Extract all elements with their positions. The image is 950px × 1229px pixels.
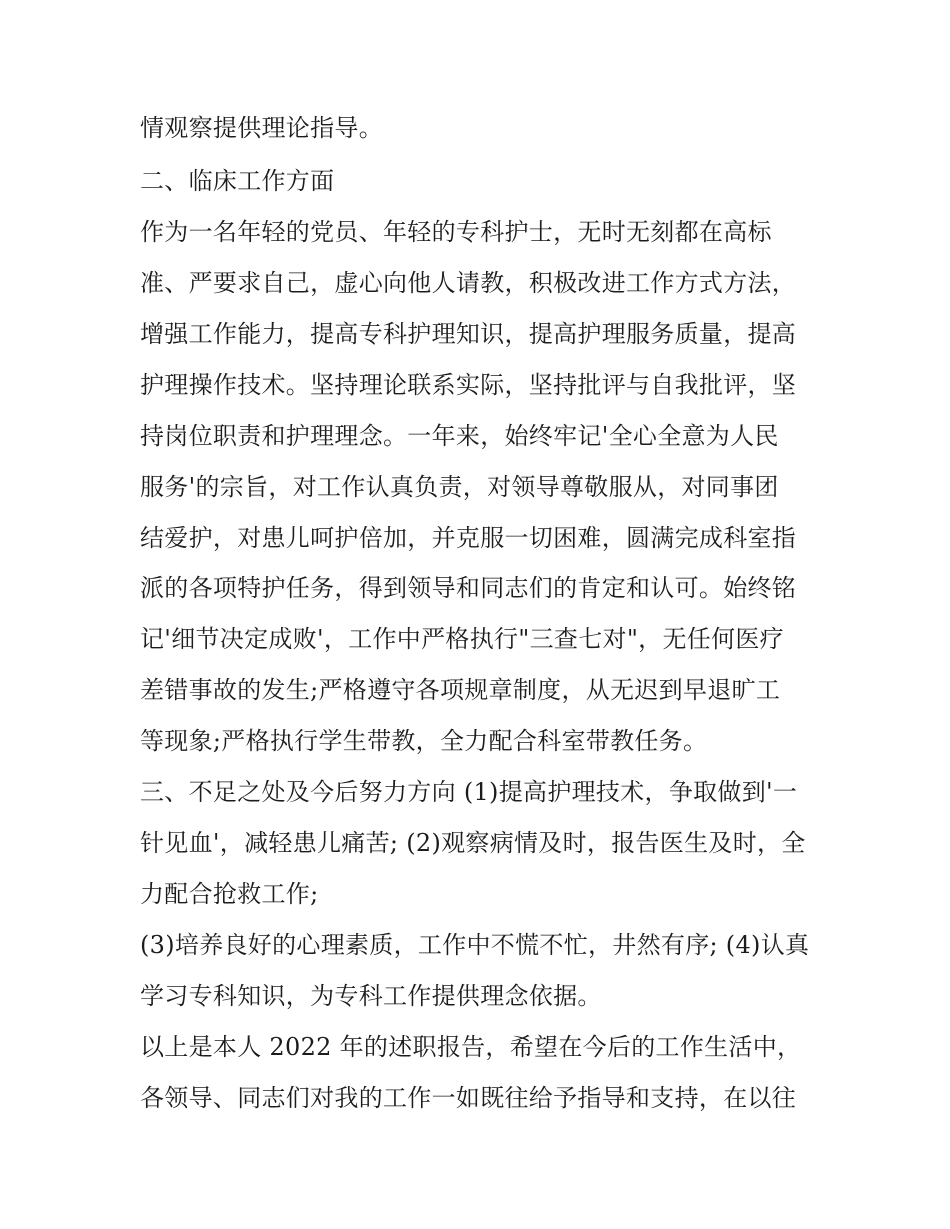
text-line: 各领导、同志们对我的工作一如既往给予指导和支持，在以往 [140, 1084, 797, 1112]
section-heading: 三、不足之处及今后努力方向 (1)提高护理技术，争取做到'一 [140, 778, 798, 806]
text-line: 增强工作能力，提高专科护理知识，提高护理服务质量，提高 [140, 320, 797, 348]
text-line: 情观察提供理论指导。 [140, 114, 383, 142]
text-line: 持岗位职责和护理理念。一年来，始终牢记'全心全意为人民 [140, 422, 779, 450]
text-line: 学习专科知识，为专科工作提供理念依据。 [140, 982, 602, 1010]
text-line: 服务'的宗旨，对工作认真负责，对领导尊敬服从，对同事团 [140, 473, 779, 501]
text-line: 针见血'，减轻患儿痛苦; (2)观察病情及时，报告医生及时，全 [140, 829, 806, 857]
text-line: 差错事故的发生;严格遵守各项规章制度，从无迟到早退旷工 [140, 676, 781, 704]
text-line: 护理操作技术。坚持理论联系实际，坚持批评与自我批评，坚 [140, 371, 797, 399]
text-line: 作为一名年轻的党员、年轻的专科护士，无时无刻都在高标 [140, 218, 772, 246]
text-line: 记'细节决定成败'，工作中严格执行"三查七对"，无任何医疗 [140, 625, 784, 653]
text-line: (3)培养良好的心理素质，工作中不慌不忙，井然有序; (4)认真 [140, 931, 810, 959]
text-line: 结爱护，对患儿呵护倍加，并克服一切困难，圆满完成科室指 [140, 524, 797, 552]
text-line: 准、严要求自己，虚心向他人请教，积极改进工作方式方法， [140, 269, 797, 297]
text-line: 等现象;严格执行学生带教，全力配合科室带教任务。 [140, 727, 708, 755]
text-line: 派的各项特护任务，得到领导和同志们的肯定和认可。始终铭 [140, 574, 797, 602]
text-line: 力配合抢救工作; [140, 880, 319, 908]
section-heading: 二、临床工作方面 [140, 167, 335, 195]
text-line: 以上是本人 2022 年的述职报告，希望在今后的工作生活中， [140, 1033, 802, 1061]
